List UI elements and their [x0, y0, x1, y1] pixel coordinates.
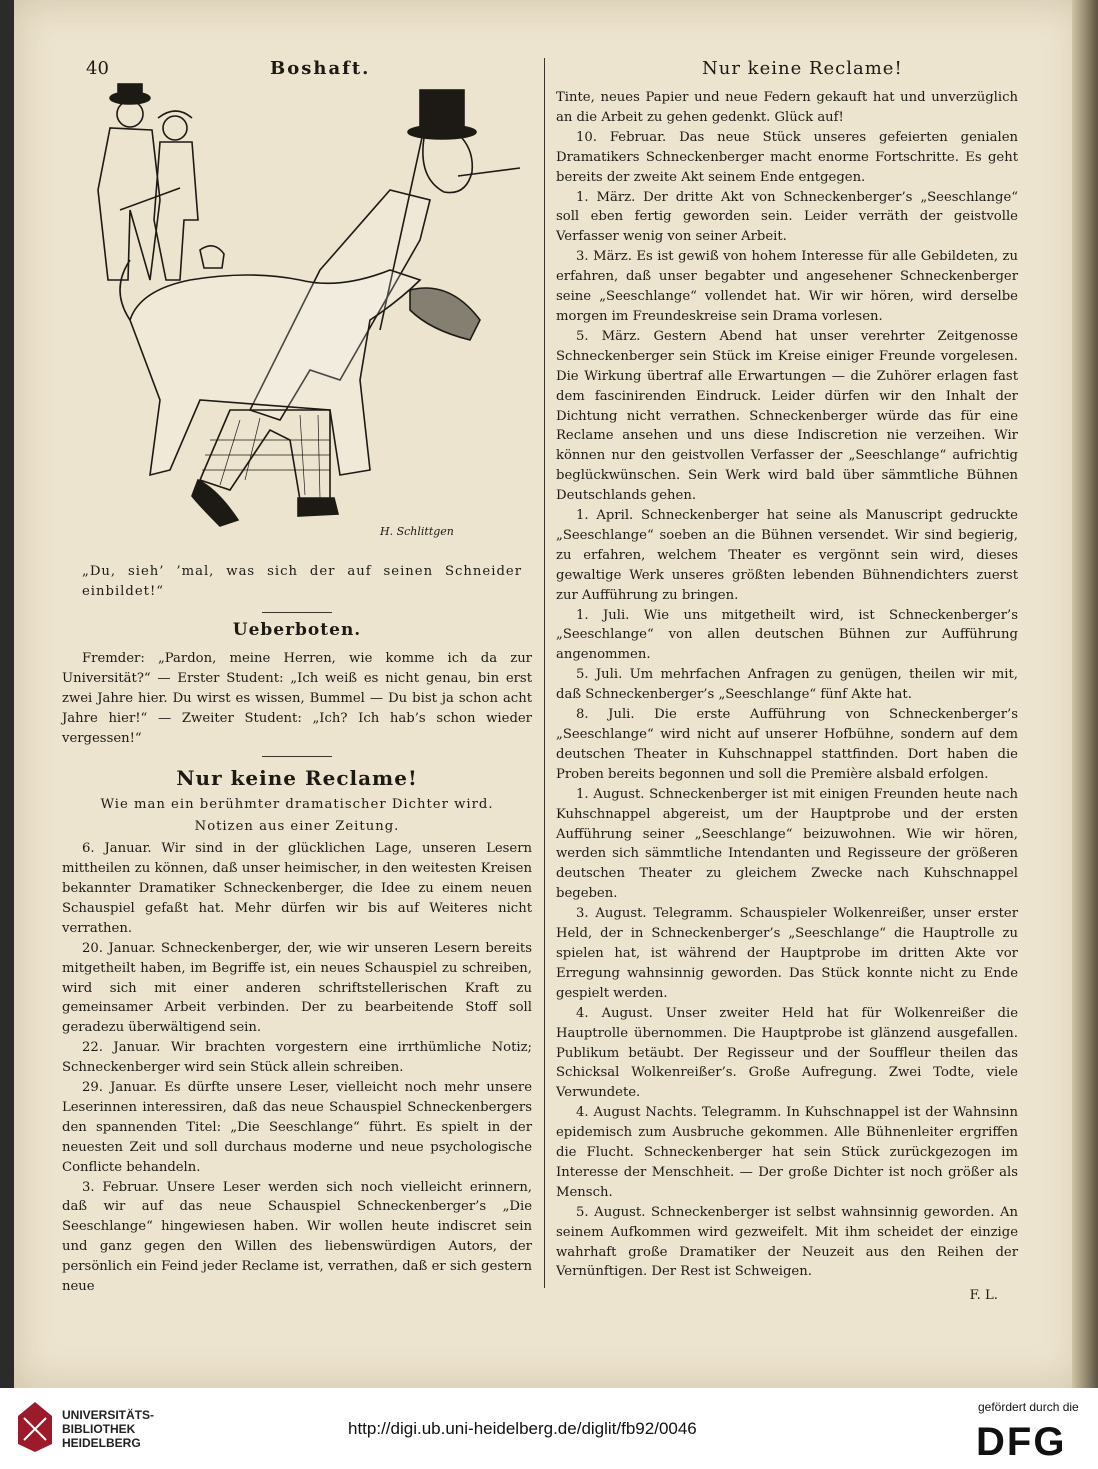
- paragraph: 4. August. Unser zweiter Held hat für Wolkenreißer die Hauptrolle übernommen. Die Hauptprobe ist glänzend ausgefallen. Publikum betäubt. Der Regisseur und der Souffleur theilen das Schicksal Wolkenreißer’s. Große Aufregung. Zwei Todte, viele Verwundete.: [556, 1005, 1018, 1101]
- paragraph: 5. März. Gestern Abend hat unser verehrter Zeitgenosse Schneckenberger sein Stück im Kreise einiger Freunde vorgelesen. Die Wirkung übertraf alle Erwartungen — die Zuhörer erlagen fast dem fascinirenden Eindruck. Leider dürfen wir den Inhalt der Dichtung nicht verrathen. Schneckenberger würde das für eine Reclame ansehen und uns diese Indiscretion nie verzeihen. Wir können nur den geistvollen Verfasser der „Seeschlange“ aufrichtig beglückwünschen. Sein Werk wird bald über sämmtliche Bühnen Deutschlands gehen.: [556, 328, 1018, 504]
- page-spine: [1072, 0, 1098, 1388]
- funded-by-label: gefördert durch die: [978, 1400, 1079, 1414]
- library-logo-icon: [16, 1400, 54, 1454]
- left-column: [62, 604, 532, 1297]
- paragraph: Tinte, neues Papier und neue Federn gekauft hat und unverzüglich an die Arbeit zu gehen gedenkt. Glück auf!: [556, 90, 1018, 125]
- paragraph: 8. Juli. Die erste Aufführung von Schneckenberger’s „Seeschlange“ wird nicht auf unserer Hofbühne, sondern auf dem deutschen Theater in Kuhschnappel stattfinden. Dort haben die Proben bereits begonnen und soll die Première alsbald erfolgen.: [556, 707, 1018, 782]
- right-column: [556, 88, 1018, 1306]
- paragraph: 4. August Nachts. Telegramm. In Kuhschnappel ist der Wahnsinn epidemisch zum Ausbruche gekommen. Alle Bühnenleiter ergriffen die Flucht. Schneckenberger hat sein Stück zurückgezogen im Interesse der Menschheit. — Der große Dichter ist noch größer als Mensch.: [556, 1105, 1018, 1200]
- left-running-title: Boshaft.: [270, 58, 371, 79]
- paragraph: 1. Juli. Wie uns mitgetheilt wird, ist Schneckenberger’s „Seeschlange“ von allen deutschen Bühnen zur Aufführung angenommen.: [556, 607, 1018, 663]
- separator-rule: [262, 756, 332, 757]
- paragraph: 3. August. Telegramm. Schauspieler Wolkenreißer, unser erster Held, der in Schneckenberger’s „Seeschlange“ die Hauptrolle zu spielen hat, ist während der Hauptprobe im dritten Akte vor Erregung wahnsinnig geworden. Das Stück konnte nicht zu Ende gespielt werden.: [556, 906, 1018, 1001]
- paragraph: 1. August. Schneckenberger ist mit einigen Freunden heute nach Kuhschnappel abgereist, um der Hauptprobe und der ersten Aufführung seiner „Seeschlange“ beizuwohnen. Wie wir hören, werden sich sämmtliche Intendanten und Regisseure der größeren deutschen Theater zu gleichem Zwecke nach Kuhschnappel begeben.: [556, 786, 1018, 902]
- paragraph: 3. Februar. Unsere Leser werden sich noch vielleicht erinnern, daß wir auf das neue Schauspiel Schneckenberger’s „Die Seeschlange“ hingewiesen haben. Wir wollen heute indiscret sein und ganz gegen den Willen des liebenswürdigen Autors, der persönlich ein Feind jeder Reclame ist, verrathen, daß er sich gestern neue: [62, 1179, 532, 1295]
- cartoon-illustration: [80, 80, 520, 550]
- paragraph: 22. Januar. Wir brachten vorgestern eine irrthümliche Notiz; Schneckenberger wird sein Stück allein schreiben.: [62, 1040, 532, 1076]
- illustration-signature: H. Schlittgen: [380, 525, 454, 538]
- page-number: 40: [86, 58, 109, 79]
- paragraph: 29. Januar. Es dürfte unsere Leser, vielleicht noch mehr unsere Leserinnen interessiren, daß das neue Schauspiel Schneckenbergers den spannenden Titel: „Die Seeschlange“ führt. Es spielt in der neuesten Zeit und soll durchaus moderne und neue psychologische Conflicte behandeln.: [62, 1080, 532, 1175]
- article1-title: Ueberboten.: [232, 620, 362, 640]
- source-url-link[interactable]: http://digi.ub.uni-heidelberg.de/diglit/fb92/0046: [348, 1419, 697, 1438]
- paragraph: 6. Januar. Wir sind in der glücklichen Lage, unseren Lesern mittheilen zu können, daß unser heimischer, in den weitesten Kreisen bekannter Dramatiker Schneckenberger, die Idee zu einem neuen Schauspiel gefaßt hat. Mehr dürfen wir bis auf Weiteres nicht verrathen.: [62, 841, 532, 936]
- paragraph: 1. März. Der dritte Akt von Schneckenberger’s „Seeschlange“ soll eben fertig geworden sein. Leider verräth der geistvolle Verfasser wenig von seiner Arbeit.: [556, 189, 1018, 245]
- paragraph: 5. August. Schneckenberger ist selbst wahnsinnig geworden. An seinem Aufkommen wird gezweifelt. Mit ihm scheidet der einzige wahrhaft große Dramatiker der Neuzeit aus den Reihen der Vernünftigen. Der Rest ist Schweigen.: [556, 1204, 1018, 1280]
- column-divider: [544, 58, 545, 1288]
- paragraph: 1. April. Schneckenberger hat seine als Manuscript gedruckte „Seeschlange“ soeben an die Bühnen versendet. Wir sind begierig, zu erfahren, welchem Theater es vergönnt sein wird, dieses gewaltige Werk unseres größten lebenden Bühnendichters zuerst zur Aufführung zu bringen.: [556, 508, 1018, 603]
- paragraph: 5. Juli. Um mehrfachen Anfragen zu genügen, theilen wir mit, daß Schneckenberger’s „Seeschlange“ fünf Akte hat.: [556, 667, 1018, 703]
- article2-title: Nur keine Reclame!: [176, 766, 418, 791]
- library-name: UNIVERSITÄTS- BIBLIOTHEK HEIDELBERG: [62, 1408, 155, 1450]
- article-signature: F. L.: [969, 1288, 998, 1304]
- right-running-title: Nur keine Reclame!: [702, 58, 903, 79]
- dfg-logo: DFG: [976, 1420, 1067, 1464]
- paragraph: 20. Januar. Schneckenberger, der, wie wir unseren Lesern bereits mitgetheilt haben, im Begriffe ist, ein neues Schauspiel zu schreiben, wird sich mit einer anderen schriftstellerischen Kraft zu gemeinsamer Arbeit verbinden. Der zu bearbeitende Stoff soll geradezu überwältigend sein.: [62, 940, 532, 1036]
- article2-subtitle: Wie man ein berühmter dramatischer Dichter wird.: [100, 797, 494, 813]
- article1-text: Fremder: „Pardon, meine Herren, wie komme ich da zur Universität?“ — Erster Student: „Ich weiß es nicht genau, bin erst zwei Jahre hier. Du wirst es wissen, Bummel — Du bist ja schon acht Jahre hier!“ — Zweiter Student: „Ich? Ich hab’s schon wieder vergessen!“: [62, 650, 532, 746]
- paragraph: 3. März. Es ist gewiß von hohem Interesse für alle Gebildeten, zu erfahren, daß unser begabter und angesehener Schneckenberger seine „Seeschlange“ vollendet hat. Wir wir hören, wird derselbe morgen im Freundeskreise sein Drama vorlesen.: [556, 249, 1018, 324]
- paragraph: 10. Februar. Das neue Stück unseres gefeierten genialen Dramatikers Schneckenberger macht enorme Fortschritte. Es geht bereits der zweite Akt seinem Ende entgegen.: [556, 129, 1018, 185]
- cartoon-caption: „Du, sieh’ ’mal, was sich der auf seinen Schneider einbildet!“: [82, 564, 522, 599]
- separator-rule: [262, 612, 332, 613]
- article2-subtitle2: Notizen aus einer Zeitung.: [194, 819, 400, 835]
